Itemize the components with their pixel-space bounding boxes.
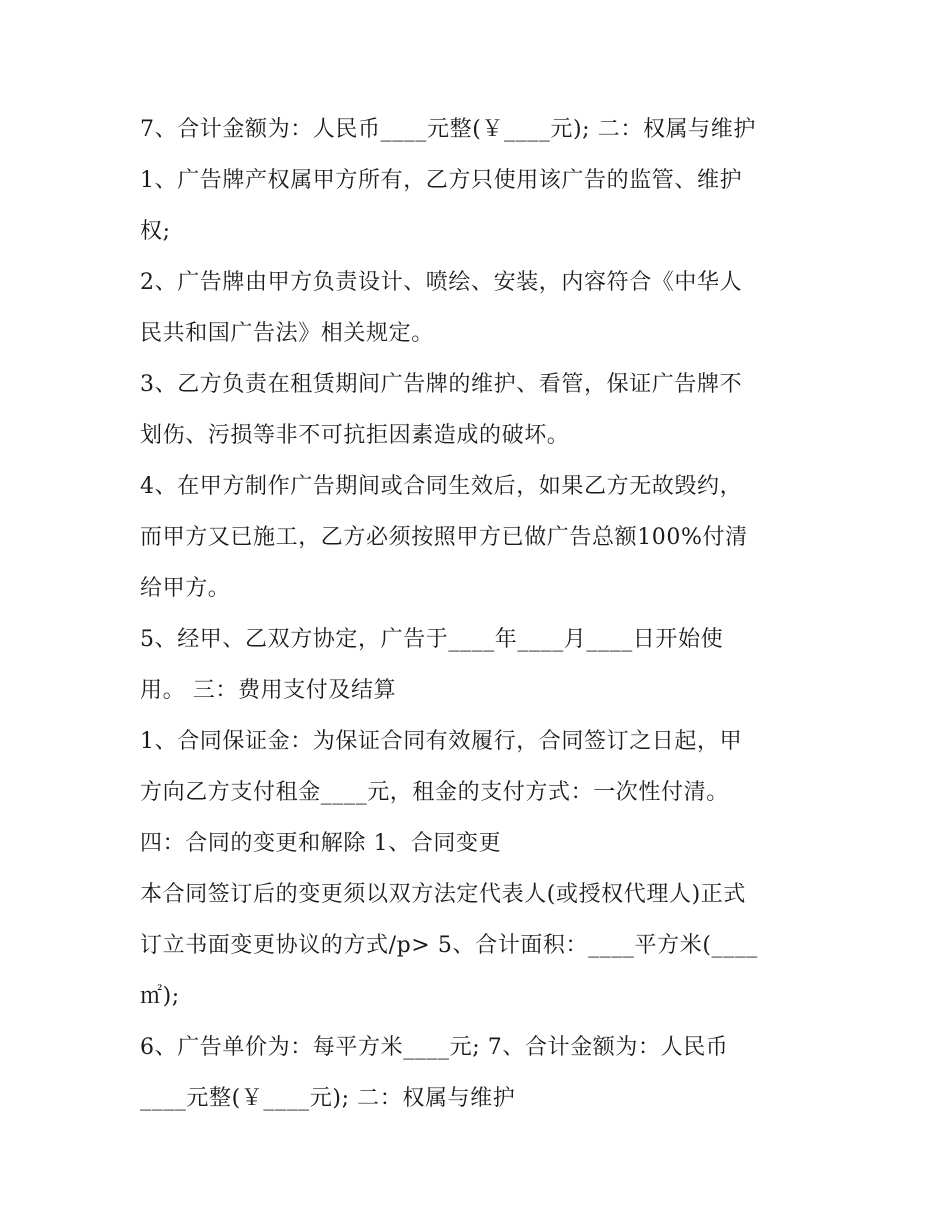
text-line: 划伤、污损等非不可抗拒因素造成的破坏。 <box>140 423 570 448</box>
text-line: 权; <box>140 219 171 244</box>
document-body <box>140 104 810 1124</box>
text-line: 5、经甲、乙双方协定，广告于____年____月____日开始使 <box>140 627 724 652</box>
text-line: 订立书面变更协议的方式/p> 5、合计面积：____平方米(____ <box>140 933 758 958</box>
text-line: ㎡); <box>140 984 180 1009</box>
text-line: 4、在甲方制作广告期间或合同生效后，如果乙方无故毁约， <box>140 474 743 499</box>
text-line: 6、广告单价为：每平方米____元; 7、合计金额为：人民币 <box>140 1035 729 1060</box>
text-line: 3、乙方负责在租赁期间广告牌的维护、看管，保证广告牌不 <box>140 372 743 397</box>
text-line: ____元整(￥____元); 二：权属与维护 <box>140 1086 516 1111</box>
text-line: 1、合同保证金：为保证合同有效履行，合同签订之日起，甲 <box>140 729 743 754</box>
text-line: 本合同签订后的变更须以双方法定代表人(或授权代理人)正式 <box>140 882 746 907</box>
text-line: 方向乙方支付租金____元，租金的支付方式：一次性付清。 <box>140 780 729 805</box>
text-line: 1、广告牌产权属甲方所有，乙方只使用该广告的监管、维护 <box>140 168 743 193</box>
text-line: 2、广告牌由甲方负责设计、喷绘、安装，内容符合《中华人 <box>140 270 743 295</box>
text-line: 7、合计金额为：人民币____元整(￥____元); 二：权属与维护 <box>140 117 756 142</box>
text-line: 用。 三：费用支付及结算 <box>140 678 397 703</box>
text-line: 给甲方。 <box>140 576 231 601</box>
text-line: 民共和国广告法》相关规定。 <box>140 321 434 346</box>
text-line: 而甲方又已施工，乙方必须按照甲方已做广告总额100%付清 <box>140 525 748 550</box>
text-line: 四：合同的变更和解除 1、合同变更 <box>140 831 502 856</box>
